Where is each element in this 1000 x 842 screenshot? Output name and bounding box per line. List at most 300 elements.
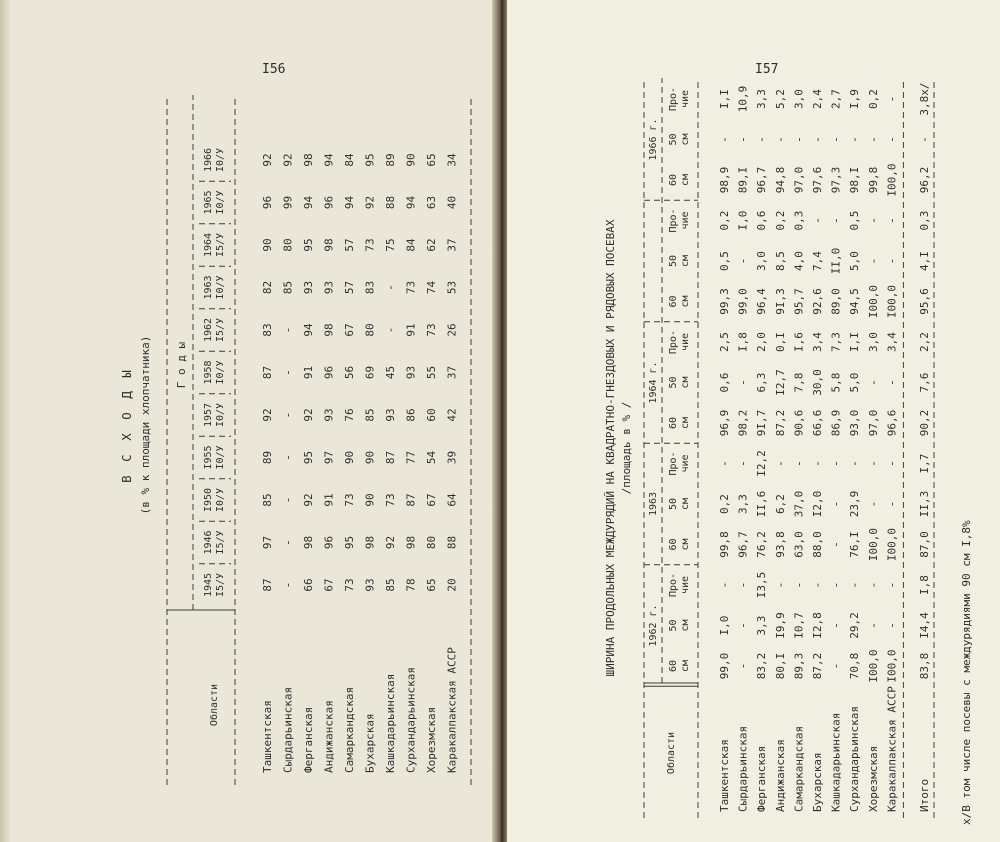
table-cell: 0,6 xyxy=(718,372,731,393)
table-cell: 5,0 xyxy=(848,251,862,271)
table-cell: 54 xyxy=(425,450,438,465)
table-cell: 89,3 xyxy=(792,652,806,680)
column-date: I0/У xyxy=(215,190,226,215)
years-label: Г о д ы xyxy=(175,341,188,389)
right-page xyxy=(507,0,1000,842)
table-cell: - xyxy=(736,136,750,143)
table-cell: 93 xyxy=(384,408,397,422)
region-name: Хорезмская xyxy=(425,706,438,773)
table-cell: 34 xyxy=(445,153,459,167)
table-cell: 92 xyxy=(281,153,295,167)
subcol-header: Про- xyxy=(668,329,679,355)
table-cell: 98,I xyxy=(848,166,862,194)
subcol-header: Про- xyxy=(668,208,679,233)
table-cell: 97 xyxy=(261,535,274,550)
table-cell: 90 xyxy=(343,450,356,465)
table-cell: I00,0 xyxy=(885,527,899,562)
table-cell: 99,0 xyxy=(718,652,731,680)
region-name: Андижанская xyxy=(322,700,336,773)
table-cell: 96,2 xyxy=(918,166,931,194)
column-year: I955 xyxy=(203,445,214,470)
table-cell: - xyxy=(811,581,824,589)
table-cell: 5,8 xyxy=(829,372,843,393)
table-cell: 93 xyxy=(302,280,315,295)
table-cell: - xyxy=(281,539,295,546)
table-cell: 96 xyxy=(261,195,274,210)
subcol-header: 50 xyxy=(668,133,679,146)
table-cell: 76 xyxy=(343,408,356,422)
table-cell: 98 xyxy=(363,535,377,550)
table-cell: 2,5 xyxy=(718,332,731,352)
table-cell: 90 xyxy=(404,153,418,167)
subcol-unit: чие xyxy=(680,454,691,473)
table-cell: 3,0 xyxy=(755,251,769,271)
table-cell: 95 xyxy=(363,153,377,167)
table-cell: 73 xyxy=(343,578,356,592)
column-date: I5/У xyxy=(215,317,226,343)
table-cell: - xyxy=(866,581,880,589)
region-name: Самаркандская xyxy=(343,686,356,773)
column-year: 1958 xyxy=(203,360,214,385)
table-cell: 64 xyxy=(445,493,459,507)
subcol-header: Про- xyxy=(668,572,679,598)
region-name: Каракалпакская АССР xyxy=(445,647,459,773)
table-cell: 90 xyxy=(363,493,377,507)
table-cell: I,I xyxy=(718,89,731,109)
subcol-unit: см xyxy=(680,659,691,673)
table-cell: 2,7 xyxy=(829,89,843,109)
table-cell: - xyxy=(811,460,824,467)
table-cell: 94,5 xyxy=(848,288,862,315)
table-cell: 87 xyxy=(384,450,397,465)
table-cell: 99,0 xyxy=(736,288,750,315)
table-cell: - xyxy=(829,662,843,670)
table-cell: 37 xyxy=(445,365,459,380)
table-cell: 92 xyxy=(261,153,274,167)
table-cell: 2,2 xyxy=(918,332,931,352)
table-cell: - xyxy=(281,581,295,589)
table-subtitle: /площадь в % / xyxy=(620,401,633,495)
table-cell: - xyxy=(885,500,899,508)
table-cell: 97,6 xyxy=(811,166,824,194)
region-name: Ферганская xyxy=(302,706,315,773)
subcol-unit: см xyxy=(680,538,691,551)
page-number-right: I57 xyxy=(755,62,779,77)
table-cell: I00,0 xyxy=(866,527,880,562)
column-date: I0/У xyxy=(215,402,226,428)
region-header: Области xyxy=(666,731,677,775)
table-cell: 0,5 xyxy=(848,210,862,231)
table-cell: I3,5 xyxy=(755,571,769,599)
table-cell: 97 xyxy=(322,450,336,465)
page-number-left: I56 xyxy=(262,62,286,77)
table-cell: - xyxy=(866,217,880,224)
table-cell: 0,I xyxy=(773,332,787,352)
year-header: 1966 г. xyxy=(648,118,659,161)
table-cell: - xyxy=(866,460,880,467)
table-cell: 87 xyxy=(261,365,274,380)
table-cell: - xyxy=(718,136,731,143)
table-cell: - xyxy=(885,622,899,629)
table-cell: 23,9 xyxy=(848,490,862,518)
region-name: Андижанская xyxy=(773,739,787,812)
table-cell: 60 xyxy=(425,408,438,422)
subcol-unit: чие xyxy=(680,575,691,595)
table-cell: 0,2 xyxy=(866,89,880,109)
subcol-unit: см xyxy=(680,497,691,511)
table-cell: I4,4 xyxy=(918,612,931,639)
region-name: Хорезмская xyxy=(866,745,880,812)
table-cell: 3,8х/ xyxy=(918,82,931,116)
table-cell: 0,6 xyxy=(755,210,769,231)
table-cell: - xyxy=(918,136,931,143)
table-cell: 0,2 xyxy=(718,210,731,231)
table-cell: 2,0 xyxy=(755,332,769,352)
table-cell: - xyxy=(736,379,750,386)
table-cell: 3,0 xyxy=(866,332,880,352)
table-cell: - xyxy=(281,369,295,376)
table-cell: - xyxy=(885,460,899,467)
table-cell: 97,3 xyxy=(829,166,843,194)
table-cell: 94 xyxy=(322,153,336,167)
subcol-unit: чие xyxy=(680,211,691,230)
table-cell: - xyxy=(829,581,843,589)
table-cell: 85 xyxy=(363,408,377,422)
table-cell: I2,2 xyxy=(755,450,769,477)
table-cell: - xyxy=(885,257,899,265)
table-cell: 83,2 xyxy=(755,652,769,680)
table-cell: 55 xyxy=(425,365,438,380)
table-cell: - xyxy=(866,379,880,386)
table-cell: - xyxy=(792,136,806,143)
table-cell: 89 xyxy=(261,450,274,465)
region-name: Бухарская xyxy=(811,752,824,812)
table-cell: 87 xyxy=(404,493,418,507)
table-cell: 73 xyxy=(343,493,356,507)
table-cell: 63,0 xyxy=(792,531,806,558)
table-cell: 83,8 xyxy=(918,652,931,680)
table-cell: 99,3 xyxy=(718,288,731,315)
table-cell: 94 xyxy=(302,195,315,210)
column-date: I0/У xyxy=(215,487,226,513)
table-cell: - xyxy=(384,284,397,291)
table-cell: 95 xyxy=(302,238,315,252)
table-cell: - xyxy=(885,581,899,589)
table-cell: 67 xyxy=(425,493,438,507)
table-cell: 96,6 xyxy=(885,409,899,437)
table-cell: II,6 xyxy=(755,490,769,518)
region-name: Ташкентская xyxy=(718,739,731,812)
table-cell: 3,3 xyxy=(755,89,769,109)
table-cell: 3,3 xyxy=(736,494,750,514)
table-cell: 85 xyxy=(281,280,295,295)
table-cell: 3,4 xyxy=(811,332,824,352)
table-cell: - xyxy=(811,136,824,143)
table-cell: - xyxy=(736,581,750,589)
table-cell: 66,6 xyxy=(811,409,824,437)
subcol-unit: см xyxy=(680,133,691,146)
table-cell: 95 xyxy=(302,450,315,465)
table-cell: 0,5 xyxy=(718,251,731,271)
table-cell: 98 xyxy=(322,323,336,337)
table-cell: 77 xyxy=(404,450,418,465)
table-cell: - xyxy=(773,460,787,467)
table-cell: 76,I xyxy=(848,531,862,558)
table-cell: 78 xyxy=(404,578,418,592)
table-cell: 56 xyxy=(343,365,356,380)
table-cell: 20 xyxy=(445,578,459,592)
table-cell: 91 xyxy=(322,493,336,507)
table-cell: 92 xyxy=(261,408,274,422)
column-year: 1957 xyxy=(203,402,214,428)
table-cell: 42 xyxy=(445,408,459,422)
table-cell: 89,0 xyxy=(829,288,843,315)
column-year: 1946 xyxy=(203,530,214,555)
table-cell: 85 xyxy=(261,493,274,507)
table-cell: - xyxy=(811,217,824,224)
table-cell: 69 xyxy=(363,365,377,380)
table-cell: - xyxy=(792,581,806,589)
column-year: 1962 xyxy=(203,317,214,343)
table-cell: - xyxy=(848,136,862,143)
table-cell: 99 xyxy=(281,195,295,210)
table-cell: 6,2 xyxy=(773,494,787,514)
table-cell: 76,2 xyxy=(755,531,769,558)
table-cell: 90,2 xyxy=(918,409,931,437)
table-cell: 57 xyxy=(343,280,356,295)
table-cell: - xyxy=(736,662,750,670)
footnote-rotated xyxy=(960,520,973,825)
table-cell: 26 xyxy=(445,323,459,337)
table-cell: - xyxy=(829,217,843,224)
table-cell: 5,2 xyxy=(773,89,787,109)
table-cell: I,9 xyxy=(848,89,862,109)
region-name: Сурхандарьинская xyxy=(404,667,418,773)
right-table-rotated xyxy=(592,78,937,818)
table-cell: 84 xyxy=(404,238,418,252)
subcol-unit: см xyxy=(680,619,691,632)
table-cell: 57 xyxy=(343,238,356,252)
table-cell: - xyxy=(829,541,843,548)
table-cell: 83 xyxy=(363,280,377,295)
right-table xyxy=(592,78,937,818)
column-year: 1945 xyxy=(203,572,214,598)
table-cell: 98,2 xyxy=(736,409,750,437)
table-cell: 82 xyxy=(261,280,274,295)
column-date: I5/У xyxy=(215,232,226,258)
table-cell: II,0 xyxy=(829,247,843,275)
table-title: ШИРИНА ПРОДОЛЬНЫХ МЕЖДУРЯДИЙ НА КВАДРАТНО-ГНЕЗДОВЫХ И РЯДОВЫХ ПОСЕВАХ xyxy=(604,219,617,677)
table-cell: 2,4 xyxy=(811,89,824,109)
table-cell: 92 xyxy=(363,195,377,210)
table-cell: 75 xyxy=(384,238,397,252)
table-cell: - xyxy=(736,622,750,629)
table-cell: 62 xyxy=(425,238,438,252)
region-name: Сурхандарьинская xyxy=(848,706,862,812)
left-table-rotated xyxy=(95,95,475,785)
table-cell: I2,7 xyxy=(773,369,787,396)
table-cell: 88 xyxy=(384,195,397,210)
table-cell: 92,6 xyxy=(811,288,824,315)
subcol-header: 60 xyxy=(668,173,679,187)
table-cell: 95,6 xyxy=(918,288,931,315)
table-cell: 97,0 xyxy=(866,409,880,437)
table-cell: 98 xyxy=(322,238,336,252)
table-cell: - xyxy=(736,257,750,265)
subcol-unit: см xyxy=(680,173,691,187)
table-cell: I,7 xyxy=(918,453,931,474)
table-cell: - xyxy=(281,454,295,461)
region-name: Ферганская xyxy=(755,745,769,812)
table-cell: 80,I xyxy=(773,652,787,680)
table-cell: 98 xyxy=(302,535,315,550)
table-cell: - xyxy=(829,136,843,143)
table-cell: I,8 xyxy=(918,575,931,595)
column-date: I5/У xyxy=(215,530,226,555)
table-cell: 87,0 xyxy=(918,531,931,558)
table-cell: 80 xyxy=(281,238,295,252)
table-cell: 40 xyxy=(445,195,459,210)
table-cell: - xyxy=(773,581,787,589)
table-cell: I00,0 xyxy=(885,284,899,319)
region-name: Бухарская xyxy=(363,713,377,773)
table-cell: 94,8 xyxy=(773,166,787,194)
table-cell: 0,2 xyxy=(773,210,787,231)
table-cell: - xyxy=(848,460,862,467)
table-cell: I,8 xyxy=(736,332,750,352)
table-cell: 9I,7 xyxy=(755,409,769,437)
table-cell: I9,9 xyxy=(773,612,787,639)
table-cell: 29,2 xyxy=(848,612,862,639)
region-name: Самаркандская xyxy=(792,725,806,812)
table-cell: 90,6 xyxy=(792,409,806,437)
table-cell: 70,8 xyxy=(848,652,862,680)
table-cell: 93 xyxy=(404,365,418,380)
region-name: Сырдарьинская xyxy=(281,686,295,773)
table-subtitle: (в % к площади хлопчатника) xyxy=(139,335,152,515)
subcol-header: 50 xyxy=(668,376,679,389)
table-cell: 87,2 xyxy=(773,409,787,437)
table-cell: 9I,3 xyxy=(773,288,787,315)
table-cell: - xyxy=(866,500,880,508)
column-date: I0/У xyxy=(215,360,226,385)
table-cell: - xyxy=(755,136,769,143)
table-cell: I00,0 xyxy=(885,163,899,197)
subcol-unit: см xyxy=(680,376,691,389)
year-header: 1962 г. xyxy=(648,604,659,647)
table-cell: 87,2 xyxy=(811,652,824,680)
table-cell: 90 xyxy=(261,238,274,252)
table-cell: 84 xyxy=(343,153,356,167)
subcol-header: 50 xyxy=(668,254,679,268)
table-cell: 53 xyxy=(445,280,459,295)
table-cell: 92 xyxy=(302,493,315,507)
subcol-header: 60 xyxy=(668,295,679,308)
table-cell: 88,0 xyxy=(811,531,824,558)
table-cell: 67 xyxy=(343,323,356,337)
subcol-header: 60 xyxy=(668,416,679,430)
region-header: Области xyxy=(209,683,220,727)
column-year: 1964 xyxy=(203,232,214,258)
table-cell: 98,9 xyxy=(718,166,731,194)
table-cell: I00,0 xyxy=(866,284,880,319)
table-cell: 7,3 xyxy=(829,332,843,352)
table-cell: 39 xyxy=(445,450,459,465)
table-cell: I00,0 xyxy=(866,649,880,683)
subcol-header: Про- xyxy=(668,451,679,476)
table-cell: 89,I xyxy=(736,166,750,194)
table-cell: 7,6 xyxy=(918,372,931,393)
table-cell: 3,0 xyxy=(792,89,806,109)
table-cell: 73 xyxy=(425,323,438,337)
column-date: I0/У xyxy=(215,445,226,470)
table-cell: 89 xyxy=(384,153,397,167)
table-cell: 86 xyxy=(404,408,418,422)
table-cell: I0,7 xyxy=(792,612,806,639)
column-date: I0/У xyxy=(215,147,226,173)
table-cell: - xyxy=(829,460,843,467)
year-header: 1964 г. xyxy=(648,361,659,404)
table-cell: - xyxy=(718,460,731,467)
table-cell: - xyxy=(773,136,787,143)
table-cell: - xyxy=(866,622,880,629)
column-year: 1966 xyxy=(203,147,214,173)
table-cell: 45 xyxy=(384,365,397,380)
table-cell: 94 xyxy=(302,323,315,337)
table-cell: 73 xyxy=(363,238,377,252)
table-cell: 94 xyxy=(343,195,356,210)
table-cell: 97,0 xyxy=(792,166,806,194)
table-cell: 63 xyxy=(425,195,438,210)
table-cell: 94 xyxy=(404,195,418,210)
table-cell: II,3 xyxy=(918,490,931,518)
table-cell: 7,8 xyxy=(792,372,806,393)
table-cell: 65 xyxy=(425,153,438,167)
year-header: 1963 xyxy=(648,491,659,517)
table-cell: 96,7 xyxy=(736,531,750,558)
table-cell: 96,7 xyxy=(755,166,769,194)
table-title: В С Х О Д Ы xyxy=(119,367,134,483)
table-cell: 73 xyxy=(384,493,397,507)
subcol-header: 50 xyxy=(668,619,679,632)
table-cell: 91 xyxy=(404,323,418,337)
table-cell: - xyxy=(384,326,397,334)
table-cell: 93,0 xyxy=(848,409,862,437)
table-cell: 65 xyxy=(425,578,438,592)
table-cell: I00,0 xyxy=(885,649,899,683)
table-cell: - xyxy=(829,622,843,629)
table-cell: I,0 xyxy=(736,210,750,231)
table-cell: 37 xyxy=(445,238,459,252)
table-cell: - xyxy=(736,460,750,467)
subcol-header: Про- xyxy=(668,86,679,112)
table-cell: I2,0 xyxy=(811,490,824,518)
table-cell: I,0 xyxy=(718,615,731,636)
column-date: I0/У xyxy=(215,275,226,300)
table-cell: 92 xyxy=(302,408,315,422)
region-name: Каракалпакская АССР xyxy=(885,686,899,812)
table-cell: 98 xyxy=(404,535,418,550)
table-cell: 74 xyxy=(425,280,438,295)
table-cell: 96 xyxy=(322,195,336,210)
table-cell: 80 xyxy=(363,323,377,337)
column-year: 1965 xyxy=(203,190,214,215)
table-cell: 92 xyxy=(384,535,397,550)
table-cell: - xyxy=(866,136,880,143)
table-cell: 3,4 xyxy=(885,332,899,352)
table-cell: 67 xyxy=(322,578,336,592)
table-cell: - xyxy=(281,496,295,504)
